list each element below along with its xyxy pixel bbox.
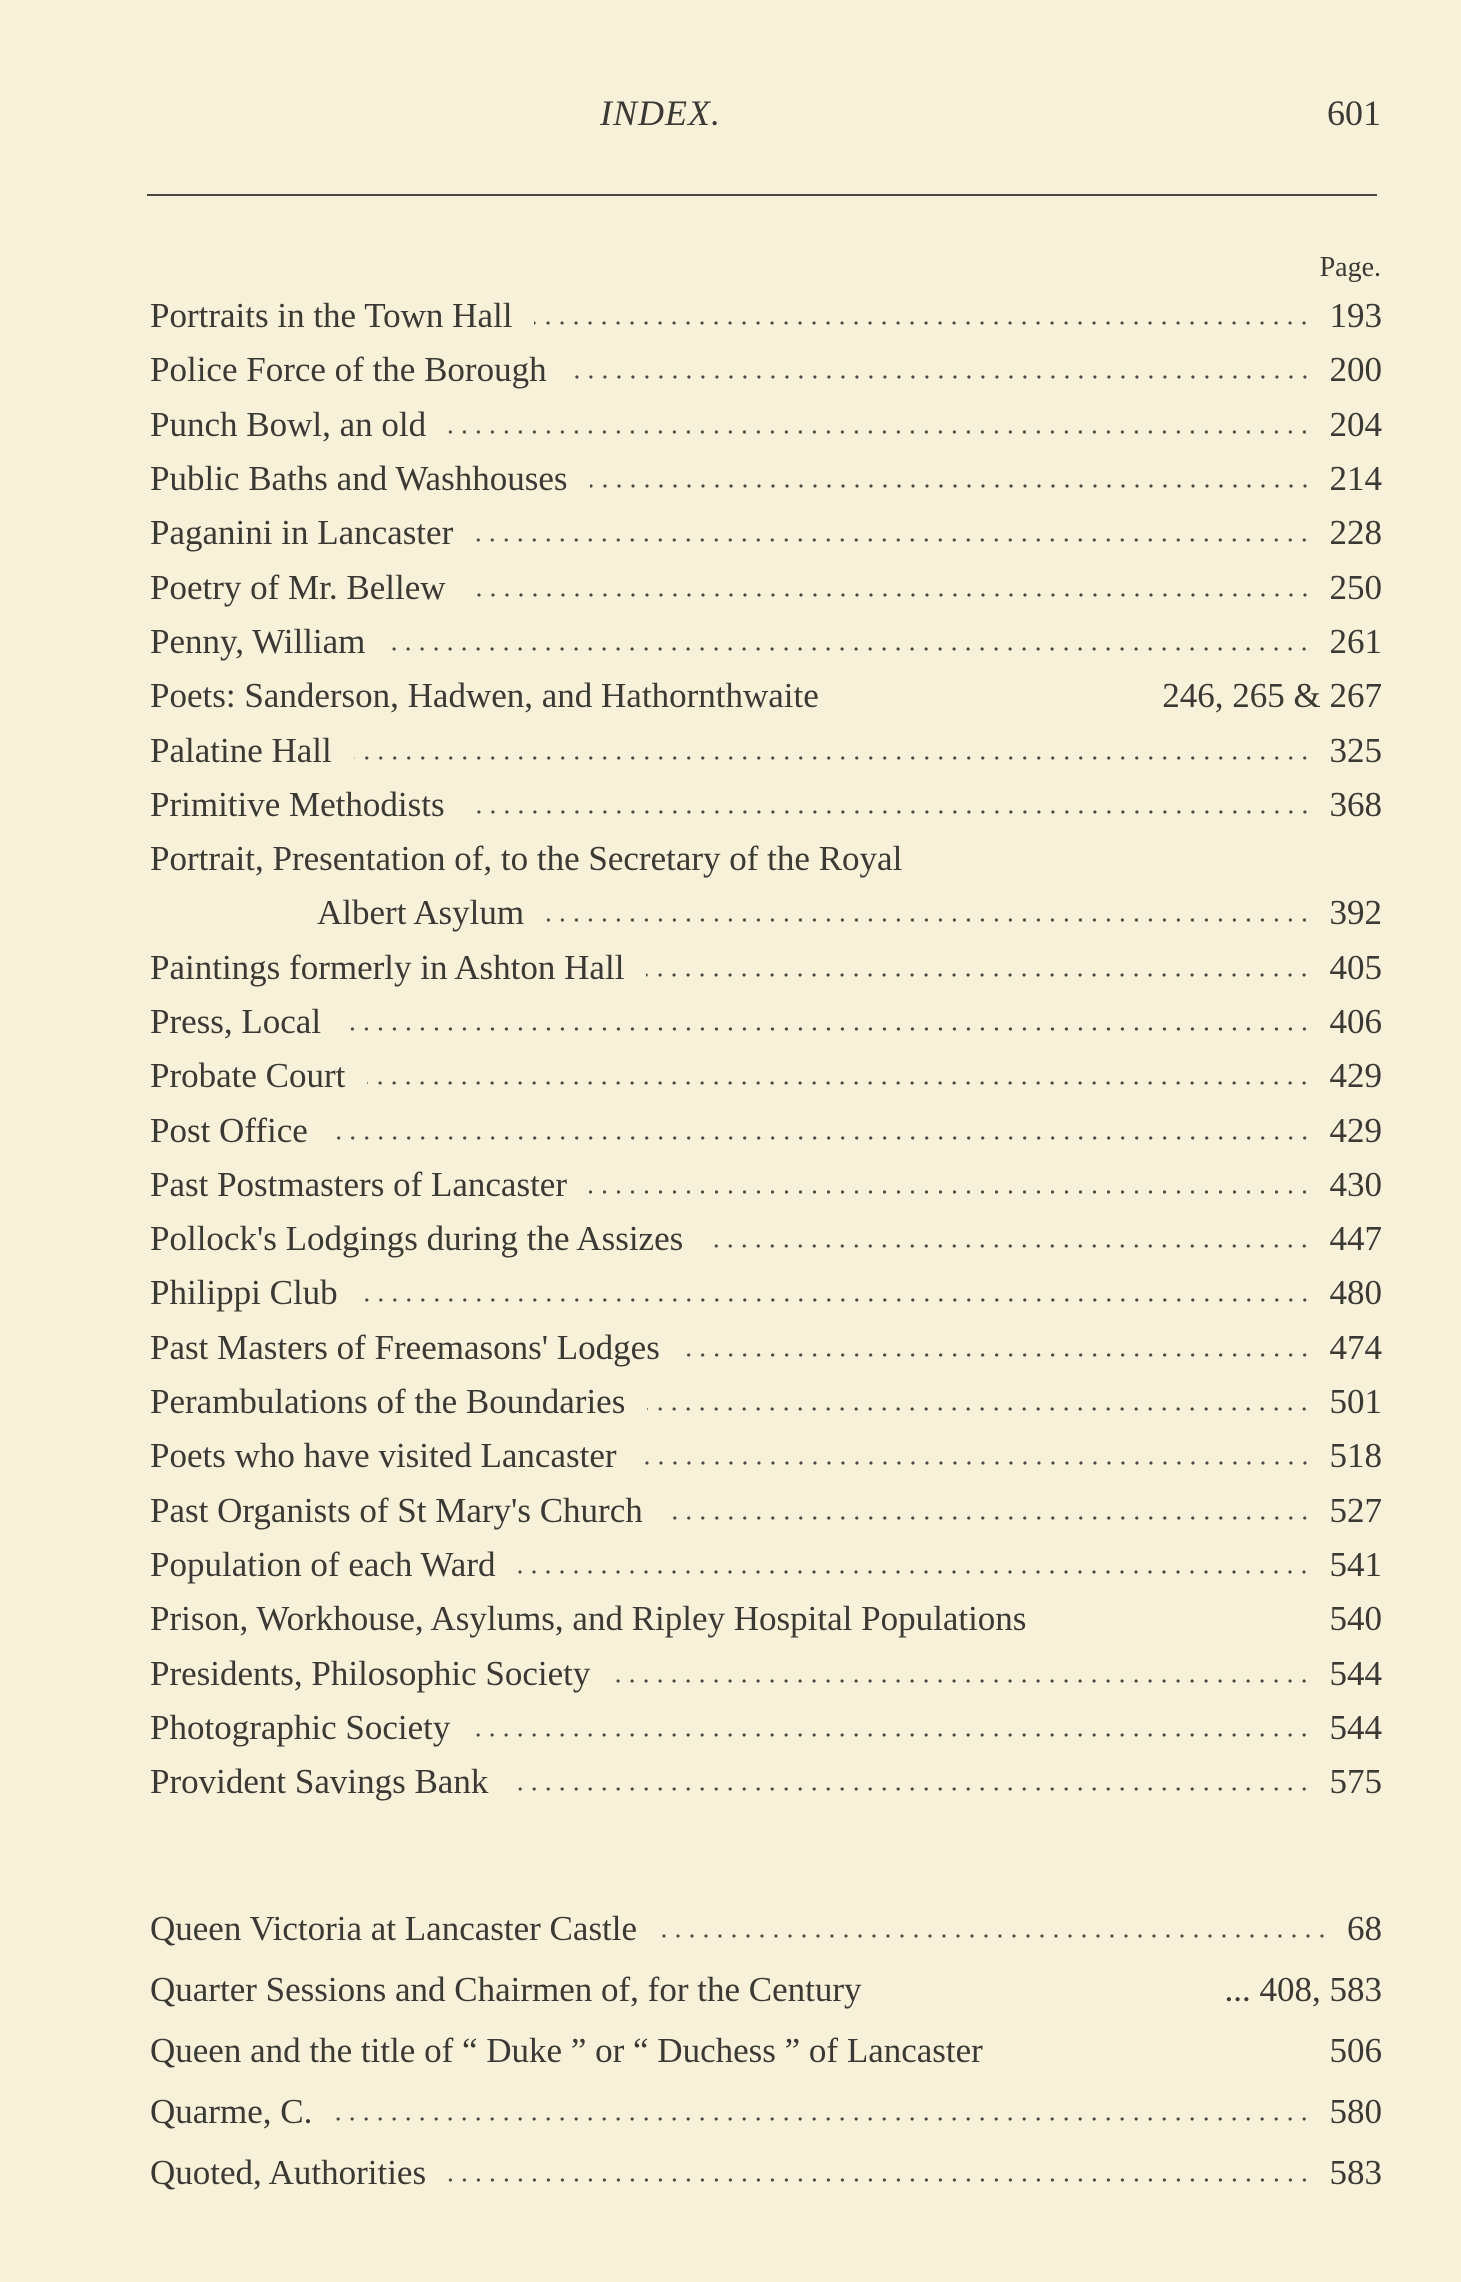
- dot-leader: [884, 1994, 1207, 2000]
- dot-leader: [682, 1352, 1312, 1358]
- index-entry: [150, 560, 1382, 614]
- entry-title: Philippi Club: [150, 1273, 338, 1313]
- entry-page: 501: [1329, 1382, 1382, 1422]
- dot-leader: [705, 1243, 1311, 1249]
- entry-page: 544: [1329, 1707, 1382, 1747]
- index-entry: [150, 723, 1382, 777]
- entry-page: 430: [1329, 1164, 1382, 1204]
- index-entry: [150, 1484, 1382, 1538]
- entry-title: Presidents, Philosophic Society: [150, 1653, 591, 1693]
- entry-page: ... 408, 583: [1224, 1969, 1382, 2009]
- entry-page: 406: [1329, 1002, 1382, 1041]
- entry-title: Quarter Sessions and Chairmen of, for the Century: [150, 1969, 862, 2009]
- dot-leader: [367, 1080, 1311, 1086]
- index-entry: [150, 1429, 1382, 1483]
- dot-leader: [924, 863, 1364, 869]
- entry-title: Prison, Workhouse, Asylums, and Ripley Hospital Populations: [150, 1599, 1027, 1639]
- entry-title: Paintings formerly in Ashton Hall: [150, 947, 625, 987]
- entry-page: 541: [1329, 1544, 1382, 1584]
- entry-title: Press, Local: [150, 1002, 322, 1041]
- entry-title: Portrait, Presentation of, to the Secretary of the Royal: [150, 839, 903, 879]
- dot-leader: [448, 2177, 1311, 2183]
- entry-title: Poets: Sanderson, Hadwen, and Hathornthwaite: [150, 676, 819, 716]
- index-entry: [150, 1103, 1382, 1157]
- dot-leader: [659, 1933, 1329, 1939]
- index-entry: [150, 1755, 1382, 1809]
- index-entry: [150, 452, 1382, 506]
- entry-title: Perambulations of the Boundaries: [150, 1382, 626, 1422]
- entry-page: 68: [1347, 1908, 1382, 1948]
- entry-title: Poets who have visited Lancaster: [150, 1436, 617, 1476]
- index-entry: [150, 1646, 1382, 1700]
- entry-title: Poetry of Mr. Bellew: [150, 567, 446, 607]
- dot-leader: [472, 1732, 1311, 1738]
- entry-title: Past Organists of St Mary's Church: [150, 1490, 643, 1530]
- entry-title: Albert Asylum: [317, 893, 525, 933]
- index-entry: [150, 778, 1382, 832]
- entry-title: Probate Court: [150, 1056, 346, 1096]
- entry-page: 429: [1329, 1056, 1382, 1096]
- index-entry: [150, 2142, 1382, 2203]
- index-entry: [150, 1375, 1382, 1429]
- entry-title: Queen and the title of “ Duke ” or “ Duchess ” of Lancaster: [150, 2030, 983, 2070]
- index-entry: [150, 995, 1382, 1049]
- entry-page: 246, 265 & 267: [1162, 676, 1382, 716]
- dot-leader: [569, 374, 1312, 380]
- index-entry: [150, 343, 1382, 397]
- index-entry: [150, 669, 1382, 723]
- dot-leader: [534, 320, 1311, 326]
- entry-page: 250: [1329, 567, 1382, 607]
- entry-page: 518: [1329, 1436, 1382, 1476]
- entry-title: Population of each Ward: [150, 1544, 496, 1584]
- entry-title: Police Force of the Borough: [150, 350, 547, 390]
- index-entry: [150, 1701, 1382, 1755]
- dot-leader: [589, 1189, 1312, 1195]
- dot-leader: [639, 1460, 1312, 1466]
- entry-page: 583: [1329, 2152, 1382, 2192]
- entry-page: 429: [1329, 1110, 1382, 1150]
- index-entry: [150, 1898, 1382, 1959]
- entry-page: 540: [1329, 1599, 1382, 1639]
- dot-leader: [546, 917, 1311, 923]
- dot-leader: [647, 1406, 1311, 1412]
- entry-page: 228: [1329, 513, 1382, 553]
- entry-title: Paganini in Lancaster: [150, 513, 454, 553]
- index-entry: [150, 941, 1382, 995]
- dot-leader: [590, 483, 1312, 489]
- entry-page: 480: [1329, 1273, 1382, 1313]
- entry-page: 405: [1329, 947, 1382, 987]
- dot-leader: [387, 646, 1311, 652]
- entry-title: Past Masters of Freemasons' Lodges: [150, 1327, 660, 1367]
- index-entry: [150, 1049, 1382, 1103]
- dot-leader: [448, 429, 1311, 435]
- entry-title: Public Baths and Washhouses: [150, 459, 568, 499]
- entry-page: 214: [1329, 459, 1382, 499]
- entry-title: Punch Bowl, an old: [150, 404, 427, 444]
- entry-title: Palatine Hall: [150, 730, 332, 770]
- entry-page: 261: [1329, 621, 1382, 661]
- index-entry: [150, 832, 1382, 886]
- page-column-label: Page.: [1319, 252, 1381, 283]
- entry-page: 204: [1329, 404, 1382, 444]
- index-entry: [150, 1592, 1382, 1646]
- index-entry: [150, 2081, 1382, 2142]
- dot-leader: [646, 972, 1311, 978]
- index-entry: [150, 289, 1382, 343]
- dot-leader: [330, 1135, 1312, 1141]
- entry-page: 200: [1329, 350, 1382, 390]
- entry-page: 368: [1329, 784, 1382, 824]
- index-entry: [150, 615, 1382, 669]
- index-entry: [150, 2020, 1382, 2081]
- entry-title: Quoted, Authorities: [150, 2152, 427, 2192]
- dot-leader: [665, 1515, 1312, 1521]
- index-entry: [150, 1321, 1382, 1375]
- entry-title: Photographic Society: [150, 1707, 451, 1747]
- dot-leader: [334, 2116, 1311, 2122]
- entry-page: 325: [1329, 730, 1382, 770]
- entry-page: 544: [1329, 1653, 1382, 1693]
- dot-leader: [517, 1569, 1311, 1575]
- index-entry: [150, 1538, 1382, 1592]
- dot-leader: [841, 700, 1145, 706]
- page-number: 601: [1327, 93, 1381, 133]
- entry-page: 193: [1329, 296, 1382, 336]
- entry-title: Queen Victoria at Lancaster Castle: [150, 1908, 638, 1948]
- entry-title: Portraits in the Town Hall: [150, 296, 513, 336]
- index-entry: [150, 1212, 1382, 1266]
- dot-leader: [467, 809, 1312, 815]
- entry-page: 474: [1329, 1327, 1382, 1367]
- dot-leader: [468, 592, 1312, 598]
- entry-page: 447: [1329, 1219, 1382, 1259]
- index-entry: [150, 1266, 1382, 1320]
- dot-leader: [343, 1026, 1311, 1032]
- index-section-q: [150, 1898, 1382, 2203]
- entry-title: Primitive Methodists: [150, 784, 445, 824]
- dot-leader: [354, 755, 1312, 761]
- entry-page: 392: [1329, 893, 1382, 933]
- entry-title: Post Office: [150, 1110, 308, 1150]
- index-entry: [150, 1959, 1382, 2020]
- entry-title: Quarme, C.: [150, 2091, 313, 2131]
- dot-leader: [360, 1297, 1312, 1303]
- index-entry: [150, 886, 1382, 940]
- dot-leader: [1005, 2055, 1312, 2061]
- entry-page: 580: [1329, 2091, 1382, 2131]
- dot-leader: [510, 1786, 1311, 1792]
- entry-title: Pollock's Lodgings during the Assizes: [150, 1219, 684, 1259]
- entry-page: 527: [1329, 1490, 1382, 1530]
- entry-page: 506: [1329, 2030, 1382, 2070]
- index-entry: [150, 1158, 1382, 1212]
- entry-title: Penny, William: [150, 621, 366, 661]
- index-section-p: [150, 289, 1382, 1809]
- dot-leader: [1048, 1623, 1311, 1629]
- running-header-title: INDEX.: [600, 93, 721, 133]
- entry-page: 575: [1329, 1762, 1382, 1802]
- dot-leader: [612, 1678, 1311, 1684]
- dot-leader: [475, 537, 1311, 543]
- index-entry: [150, 506, 1382, 560]
- header-rule: [147, 194, 1377, 196]
- entry-title: Past Postmasters of Lancaster: [150, 1164, 567, 1204]
- entry-title: Provident Savings Bank: [150, 1762, 489, 1802]
- index-entry: [150, 398, 1382, 452]
